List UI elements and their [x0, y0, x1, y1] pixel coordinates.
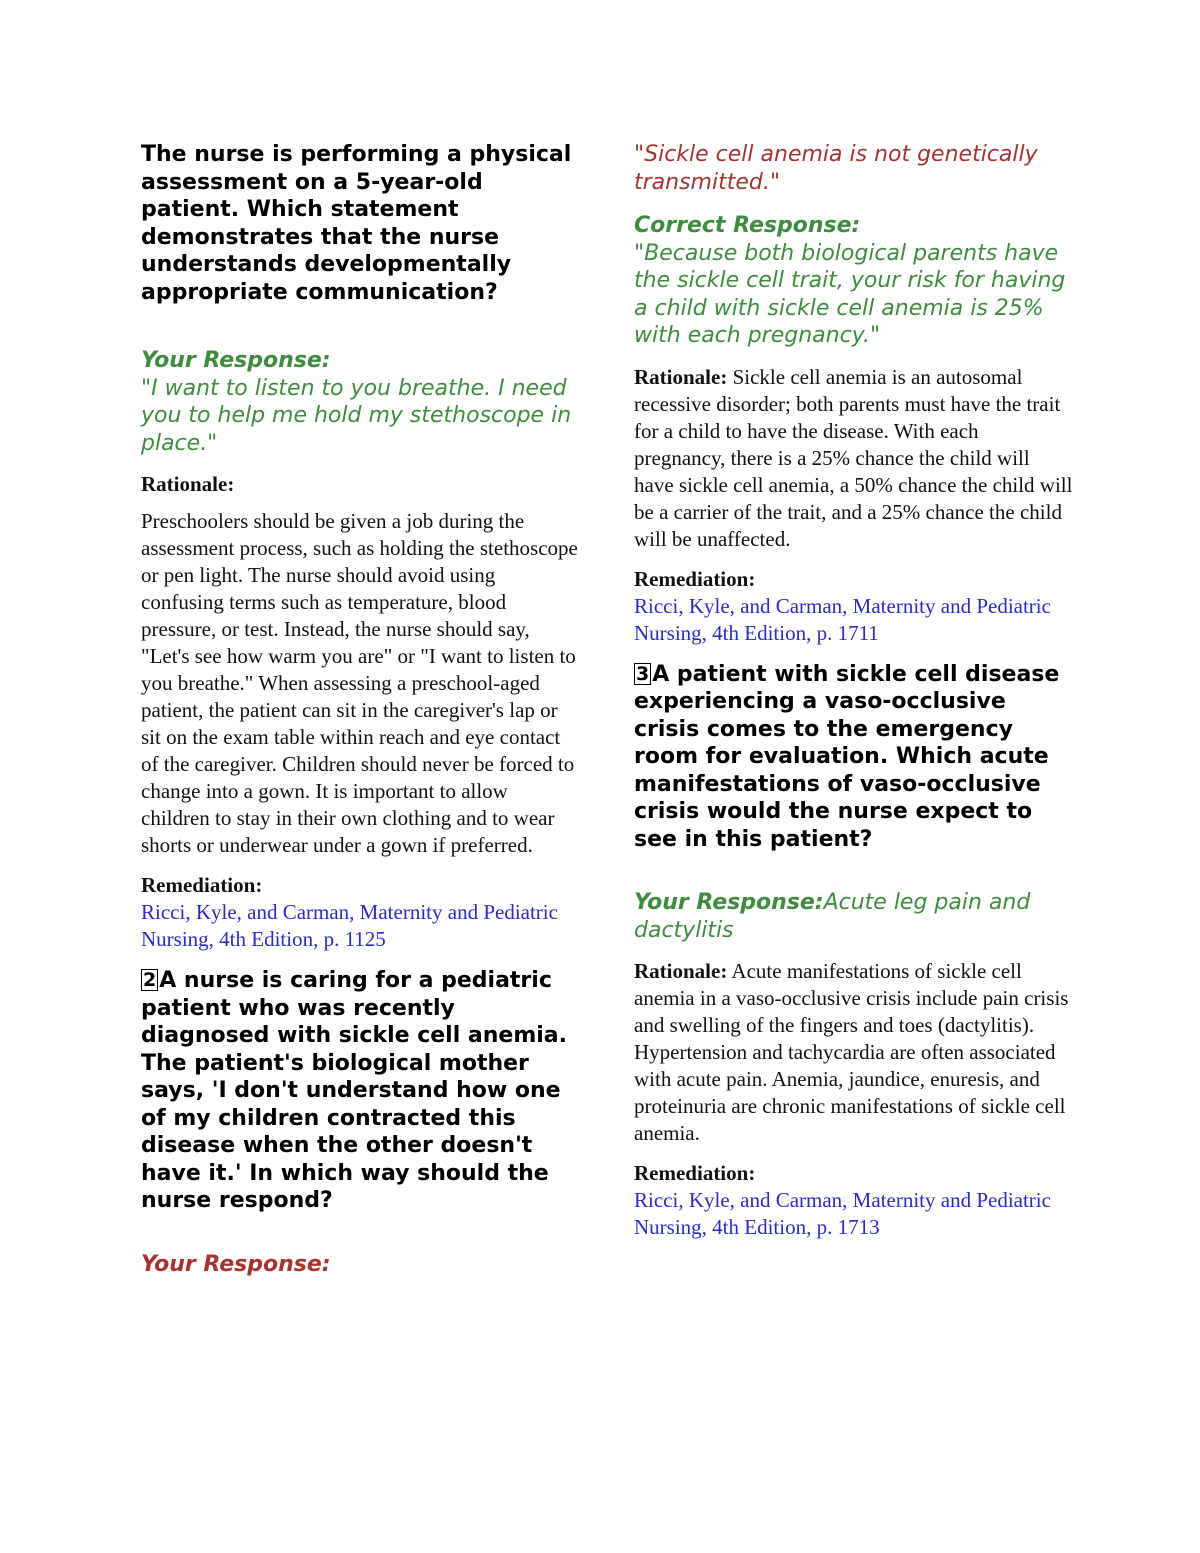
q1-question: The nurse is performing a physical assessment on a 5-year-old patient. Which statement demonstrates that the nurse understands developmentally appropriate communication?	[141, 142, 572, 305]
q1-rationale: Preschoolers should be given a job during the assessment process, such as holding the stethoscope or pen light. The nurse should avoid using confusing terms such as temperature, blood pressure, or test. Instead, the nurse should say, "Let's see how warm you are" or "I want to listen to you breathe." When assessing a preschool-aged patient, the patient can sit in the caregiver's lap or sit on the exam table within reach and eye contact of the caregiver. Children should never be forced to change into a gown. It is important to allow children to stay in their own clothing and to wear shorts or underwear under a gown if preferred.	[141, 509, 578, 857]
q2-correct-response: "Because both biological parents have the sickle cell trait, your risk for having a child with sickle cell anemia is 25% with each pregnancy."	[634, 240, 1066, 348]
q1-your-response: "I want to listen to you breathe. I need you to help me hold my stethoscope in place."	[141, 375, 572, 456]
q2-number: 2	[143, 969, 157, 991]
q3-remediation-label: Remediation:	[634, 1161, 756, 1185]
q3-your-response: Your Response:Acute leg pain and dactylitis	[634, 890, 1031, 943]
q2-rationale: Rationale: Sickle cell anemia is an autosomal recessive disorder; both parents must have the trait for a child to have the disease. With each pregnancy, there is a 25% chance the child will have sickle cell anemia, a 50% chance the child will be a carrier of the trait, and a 25% chance the child will be unaffected.	[634, 364, 1073, 551]
q3-remediation-link[interactable]: Ricci, Kyle, and Carman, Maternity and Pediatric Nursing, 4th Edition, p. 1713	[634, 1188, 1051, 1239]
q2-your-response-label: Your Response:	[141, 1251, 331, 1277]
q2-your-response: "Sickle cell anemia is not genetically transmitted."	[634, 142, 1038, 195]
q2-remediation-label: Remediation:	[634, 566, 756, 591]
q3-number: 3	[636, 662, 650, 685]
right-column	[634, 141, 1074, 1241]
left-column	[141, 141, 581, 1278]
q2-question: 2 A nurse is caring for a pediatric patient who was recently diagnosed with sickle cell anemia. The patient's biological mother says, 'I don't understand how one of my children contracted this disease when the other doesn't have it.' In which way should the nurse respond?	[141, 968, 568, 1213]
q1-rationale-label: Rationale:	[141, 472, 235, 496]
q1-remediation-link[interactable]: Ricci, Kyle, and Carman, Maternity and Pediatric Nursing, 4th Edition, p. 1125	[141, 900, 558, 951]
q2-remediation-link[interactable]: Ricci, Kyle, and Carman, Maternity and Pediatric Nursing, 4th Edition, p. 1711	[634, 593, 1051, 645]
q2-correct-response-label: Correct Response:	[634, 213, 861, 238]
q3-question: 3 A patient with sickle cell disease experiencing a vaso-occlusive crisis comes to the emergency room for evaluation. Which acute manifestations of vaso-occlusive crisis would the nurse expect to see in this patient?	[634, 661, 1060, 852]
q3-rationale: Rationale: Acute manifestations of sickle cell anemia in a vaso-occlusive crisis include pain crisis and swelling of the fingers and toes (dactylitis). Hypertension and tachycardia are often associated with acute pain. Anemia, jaundice, enuresis, and proteinuria are chronic manifestations of sickle cell anemia.	[634, 959, 1069, 1145]
q1-remediation-label: Remediation:	[141, 873, 263, 897]
q1-your-response-label: Your Response:	[141, 348, 331, 373]
